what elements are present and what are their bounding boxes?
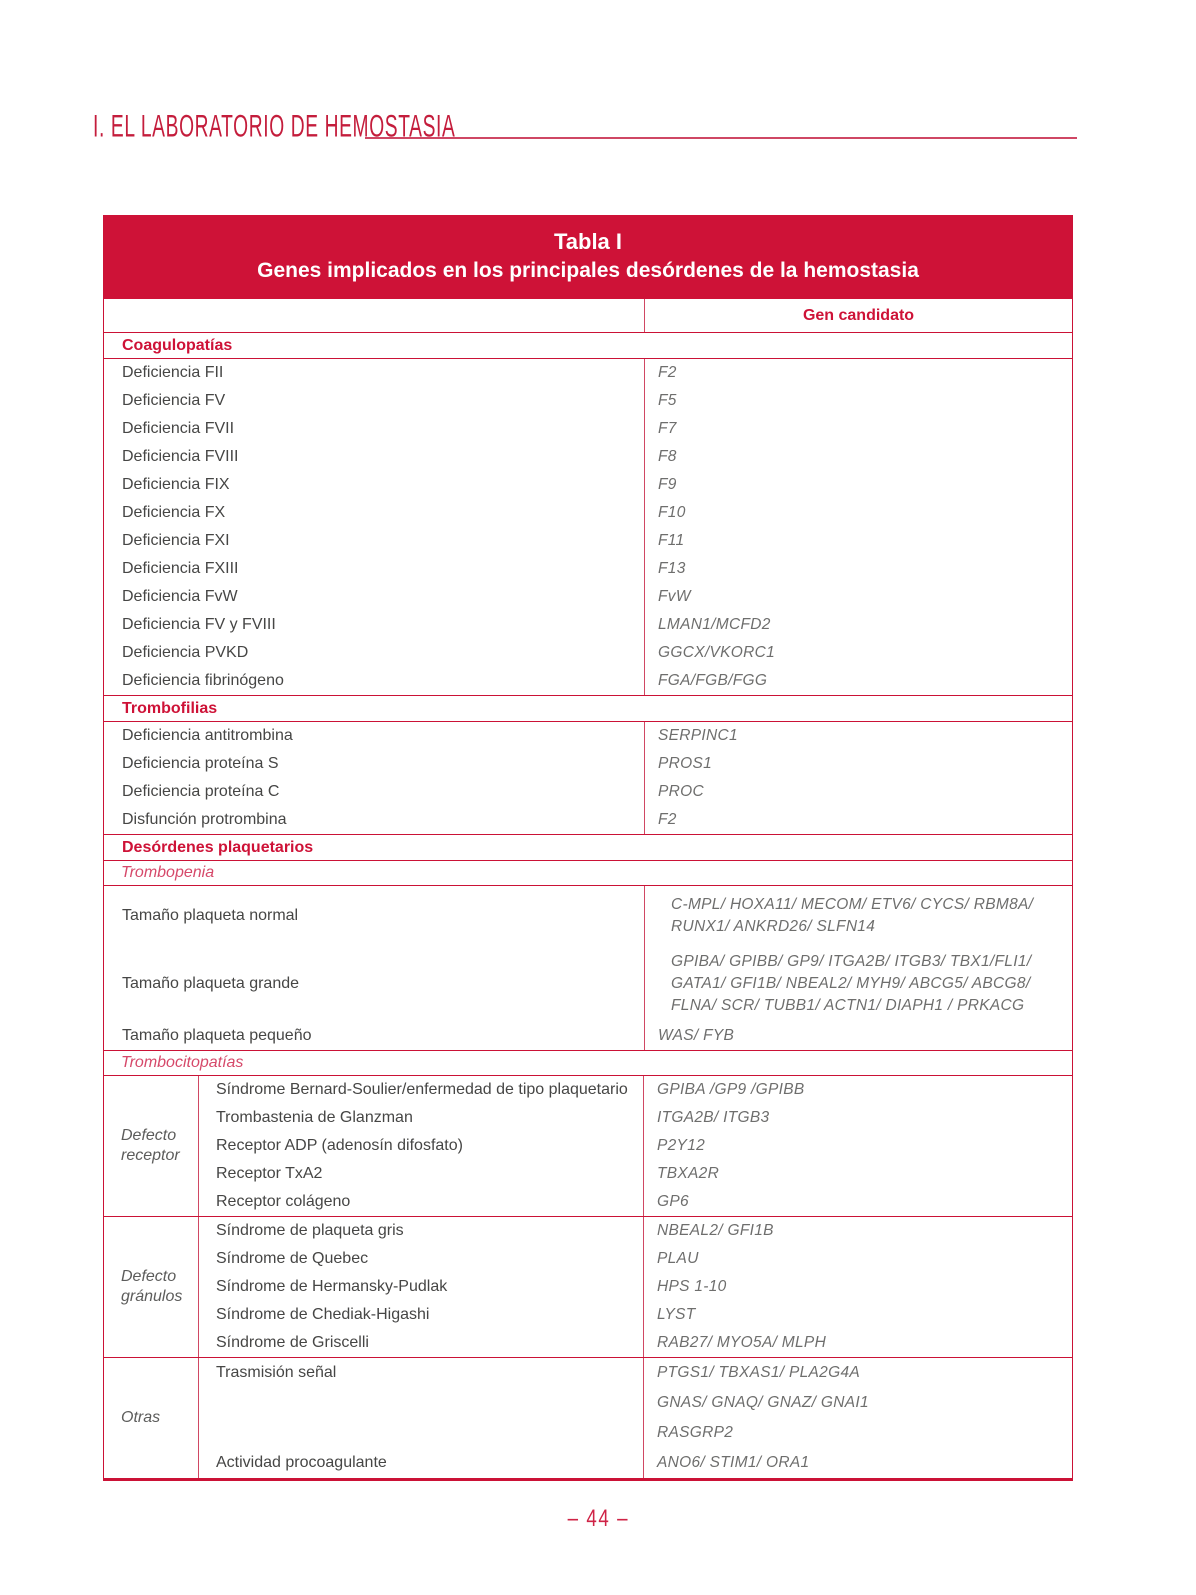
row-label: Trombastenia de Glanzman [216, 1109, 413, 1126]
row-gene: PROS1 [644, 750, 1072, 778]
table-row [104, 639, 1072, 667]
table-row [199, 1358, 1072, 1388]
section-trombofilias: Trombofilias [104, 696, 1072, 722]
row-gene: HPS 1-10 [643, 1273, 1072, 1301]
table-row [104, 527, 1072, 555]
row-label: Deficiencia FX [122, 504, 226, 521]
page-number-text: – 44 – [567, 1505, 629, 1532]
row-gene: GNAS/ GNAQ/ GNAZ/ GNAI1 [643, 1388, 1072, 1418]
row-label: Disfunción protrombina [122, 811, 287, 828]
table-title-block [104, 215, 1072, 299]
row-label: Receptor colágeno [216, 1193, 351, 1210]
table-row [199, 1388, 1072, 1418]
row-gene: GGCX/VKORC1 [644, 639, 1072, 667]
table-row [104, 1022, 1072, 1050]
row-label: Tamaño plaqueta pequeño [122, 1027, 312, 1044]
row-label: Deficiencia FVII [122, 420, 235, 437]
row-label: Deficiencia FV [122, 392, 226, 409]
row-gene: F8 [644, 443, 1072, 471]
row-label: Síndrome de Hermansky-Pudlak [216, 1278, 448, 1295]
group-defecto-granulos [104, 1217, 1072, 1358]
row-gene: ANO6/ STIM1/ ORA1 [643, 1448, 1072, 1478]
row-gene: PROC [644, 778, 1072, 806]
table-row [199, 1301, 1072, 1329]
row-label [199, 1418, 643, 1448]
row-label: Trasmisión señal [216, 1364, 337, 1381]
subsection-trombocitopatias: Trombocitopatías [104, 1051, 1072, 1076]
table-row [199, 1160, 1072, 1188]
group-label: Defecto receptor [104, 1076, 199, 1216]
table-row [104, 443, 1072, 471]
table-row [104, 667, 1072, 695]
row-label: Deficiencia antitrombina [122, 727, 293, 744]
table-row [104, 555, 1072, 583]
row-gene: ITGA2B/ ITGB3 [643, 1104, 1072, 1132]
page-number [0, 1505, 1196, 1533]
table-row [199, 1273, 1072, 1301]
row-gene: NBEAL2/ GFI1B [643, 1217, 1072, 1245]
group-label: Defecto gránulos [104, 1217, 199, 1357]
column-header-gen-candidato: Gen candidato [644, 299, 1072, 332]
row-label: Deficiencia FvW [122, 588, 238, 605]
row-gene: F2 [644, 806, 1072, 834]
table-row [104, 415, 1072, 443]
row-gene: GPIBA /GP9 /GPIBB [643, 1076, 1072, 1104]
row-label: Síndrome de Chediak-Higashi [216, 1306, 430, 1323]
row-label: Deficiencia FIX [122, 476, 230, 493]
row-gene: P2Y12 [643, 1132, 1072, 1160]
table-title: Tabla I [553, 229, 623, 254]
table-row [104, 750, 1072, 778]
table-row [199, 1076, 1072, 1104]
group-otras [104, 1358, 1072, 1478]
section-desordenes-plaquetarios: Desórdenes plaquetarios [104, 835, 1072, 861]
row-gene: RAB27/ MYO5A/ MLPH [643, 1329, 1072, 1357]
coagulopatias-rows [104, 359, 1072, 696]
row-label: Deficiencia PVKD [122, 644, 249, 661]
row-gene: C-MPL/ HOXA11/ MECOM/ ETV6/ CYCS/ RBM8A/ RUNX1/ ANKRD26/ SLFN14 [671, 896, 1034, 935]
table-row [104, 946, 1072, 1022]
row-label: Tamaño plaqueta grande [122, 975, 300, 992]
table-row [104, 471, 1072, 499]
table-row [104, 387, 1072, 415]
row-gene: GPIBA/ GPIBB/ GP9/ ITGA2B/ ITGB3/ TBX1/FLI1/ GATA1/ GFI1B/ NBEAL2/ MYH9/ ABCG5/ ABCG8/ FLNA/ SCR/ TUBB1/ ACTN1/ DIAPH1 / PRKACG [671, 953, 1032, 1014]
table-row [104, 806, 1072, 834]
row-label: Receptor ADP (adenosín difosfato) [216, 1137, 463, 1154]
row-label: Deficiencia FXI [122, 532, 230, 549]
table-row [104, 359, 1072, 387]
table-row [199, 1104, 1072, 1132]
subsection-trombopenia: Trombopenia [104, 861, 1072, 886]
row-label: Actividad procoagulante [216, 1454, 387, 1471]
table-row [104, 722, 1072, 750]
group-defecto-receptor [104, 1076, 1072, 1217]
table-row [199, 1217, 1072, 1245]
table-row [199, 1448, 1072, 1478]
trombopenia-rows [104, 886, 1072, 1051]
column-header-empty [104, 299, 644, 332]
row-label: Síndrome de Griscelli [216, 1334, 369, 1351]
row-gene: WAS/ FYB [644, 1022, 1072, 1050]
row-label: Deficiencia FXIII [122, 560, 239, 577]
table-row [199, 1418, 1072, 1448]
row-gene: SERPINC1 [644, 722, 1072, 750]
row-label: Deficiencia fibrinógeno [122, 672, 284, 689]
table-row [104, 499, 1072, 527]
table-row [199, 1329, 1072, 1357]
row-gene: LMAN1/MCFD2 [644, 611, 1072, 639]
row-gene: F2 [644, 359, 1072, 387]
row-gene: F9 [644, 471, 1072, 499]
header-rule [365, 137, 1077, 139]
table-row [199, 1188, 1072, 1216]
table-row [104, 611, 1072, 639]
table-row [104, 583, 1072, 611]
row-gene: PTGS1/ TBXAS1/ PLA2G4A [643, 1358, 1072, 1388]
row-gene: F11 [644, 527, 1072, 555]
page-header [93, 108, 1077, 144]
table-row [199, 1245, 1072, 1273]
table-row [104, 886, 1072, 946]
row-label: Deficiencia FV y FVIII [122, 616, 276, 633]
row-gene: GP6 [643, 1188, 1072, 1216]
row-gene: TBXA2R [643, 1160, 1072, 1188]
row-label: Deficiencia FVIII [122, 448, 239, 465]
row-gene: F7 [644, 415, 1072, 443]
row-label: Síndrome Bernard-Soulier/enfermedad de tipo plaquetario [216, 1081, 628, 1098]
trombofilias-rows [104, 722, 1072, 835]
row-gene: FvW [644, 583, 1072, 611]
table-row [199, 1132, 1072, 1160]
table-subtitle: Genes implicados en los principales desórdenes de la hemostasia [257, 259, 919, 282]
table-row [104, 778, 1072, 806]
column-header-row [104, 299, 1072, 333]
row-gene: F5 [644, 387, 1072, 415]
row-gene: LYST [643, 1301, 1072, 1329]
row-label [199, 1388, 643, 1418]
row-label: Deficiencia proteína C [122, 783, 280, 800]
group-label: Otras [104, 1358, 199, 1478]
row-gene: FGA/FGB/FGG [644, 667, 1072, 695]
row-label: Síndrome de Quebec [216, 1250, 369, 1267]
row-gene: F10 [644, 499, 1072, 527]
row-gene: F13 [644, 555, 1072, 583]
row-label: Tamaño plaqueta normal [122, 907, 299, 924]
row-label: Receptor TxA2 [216, 1165, 323, 1182]
row-gene: PLAU [643, 1245, 1072, 1273]
chapter-title: I. EL LABORATORIO DE HEMOSTASIA [93, 108, 456, 144]
row-label: Deficiencia FII [122, 364, 224, 381]
row-gene: RASGRP2 [643, 1418, 1072, 1448]
row-label: Deficiencia proteína S [122, 755, 279, 772]
section-coagulopatias: Coagulopatías [104, 333, 1072, 359]
genes-table [103, 215, 1073, 1481]
row-label: Síndrome de plaqueta gris [216, 1222, 404, 1239]
